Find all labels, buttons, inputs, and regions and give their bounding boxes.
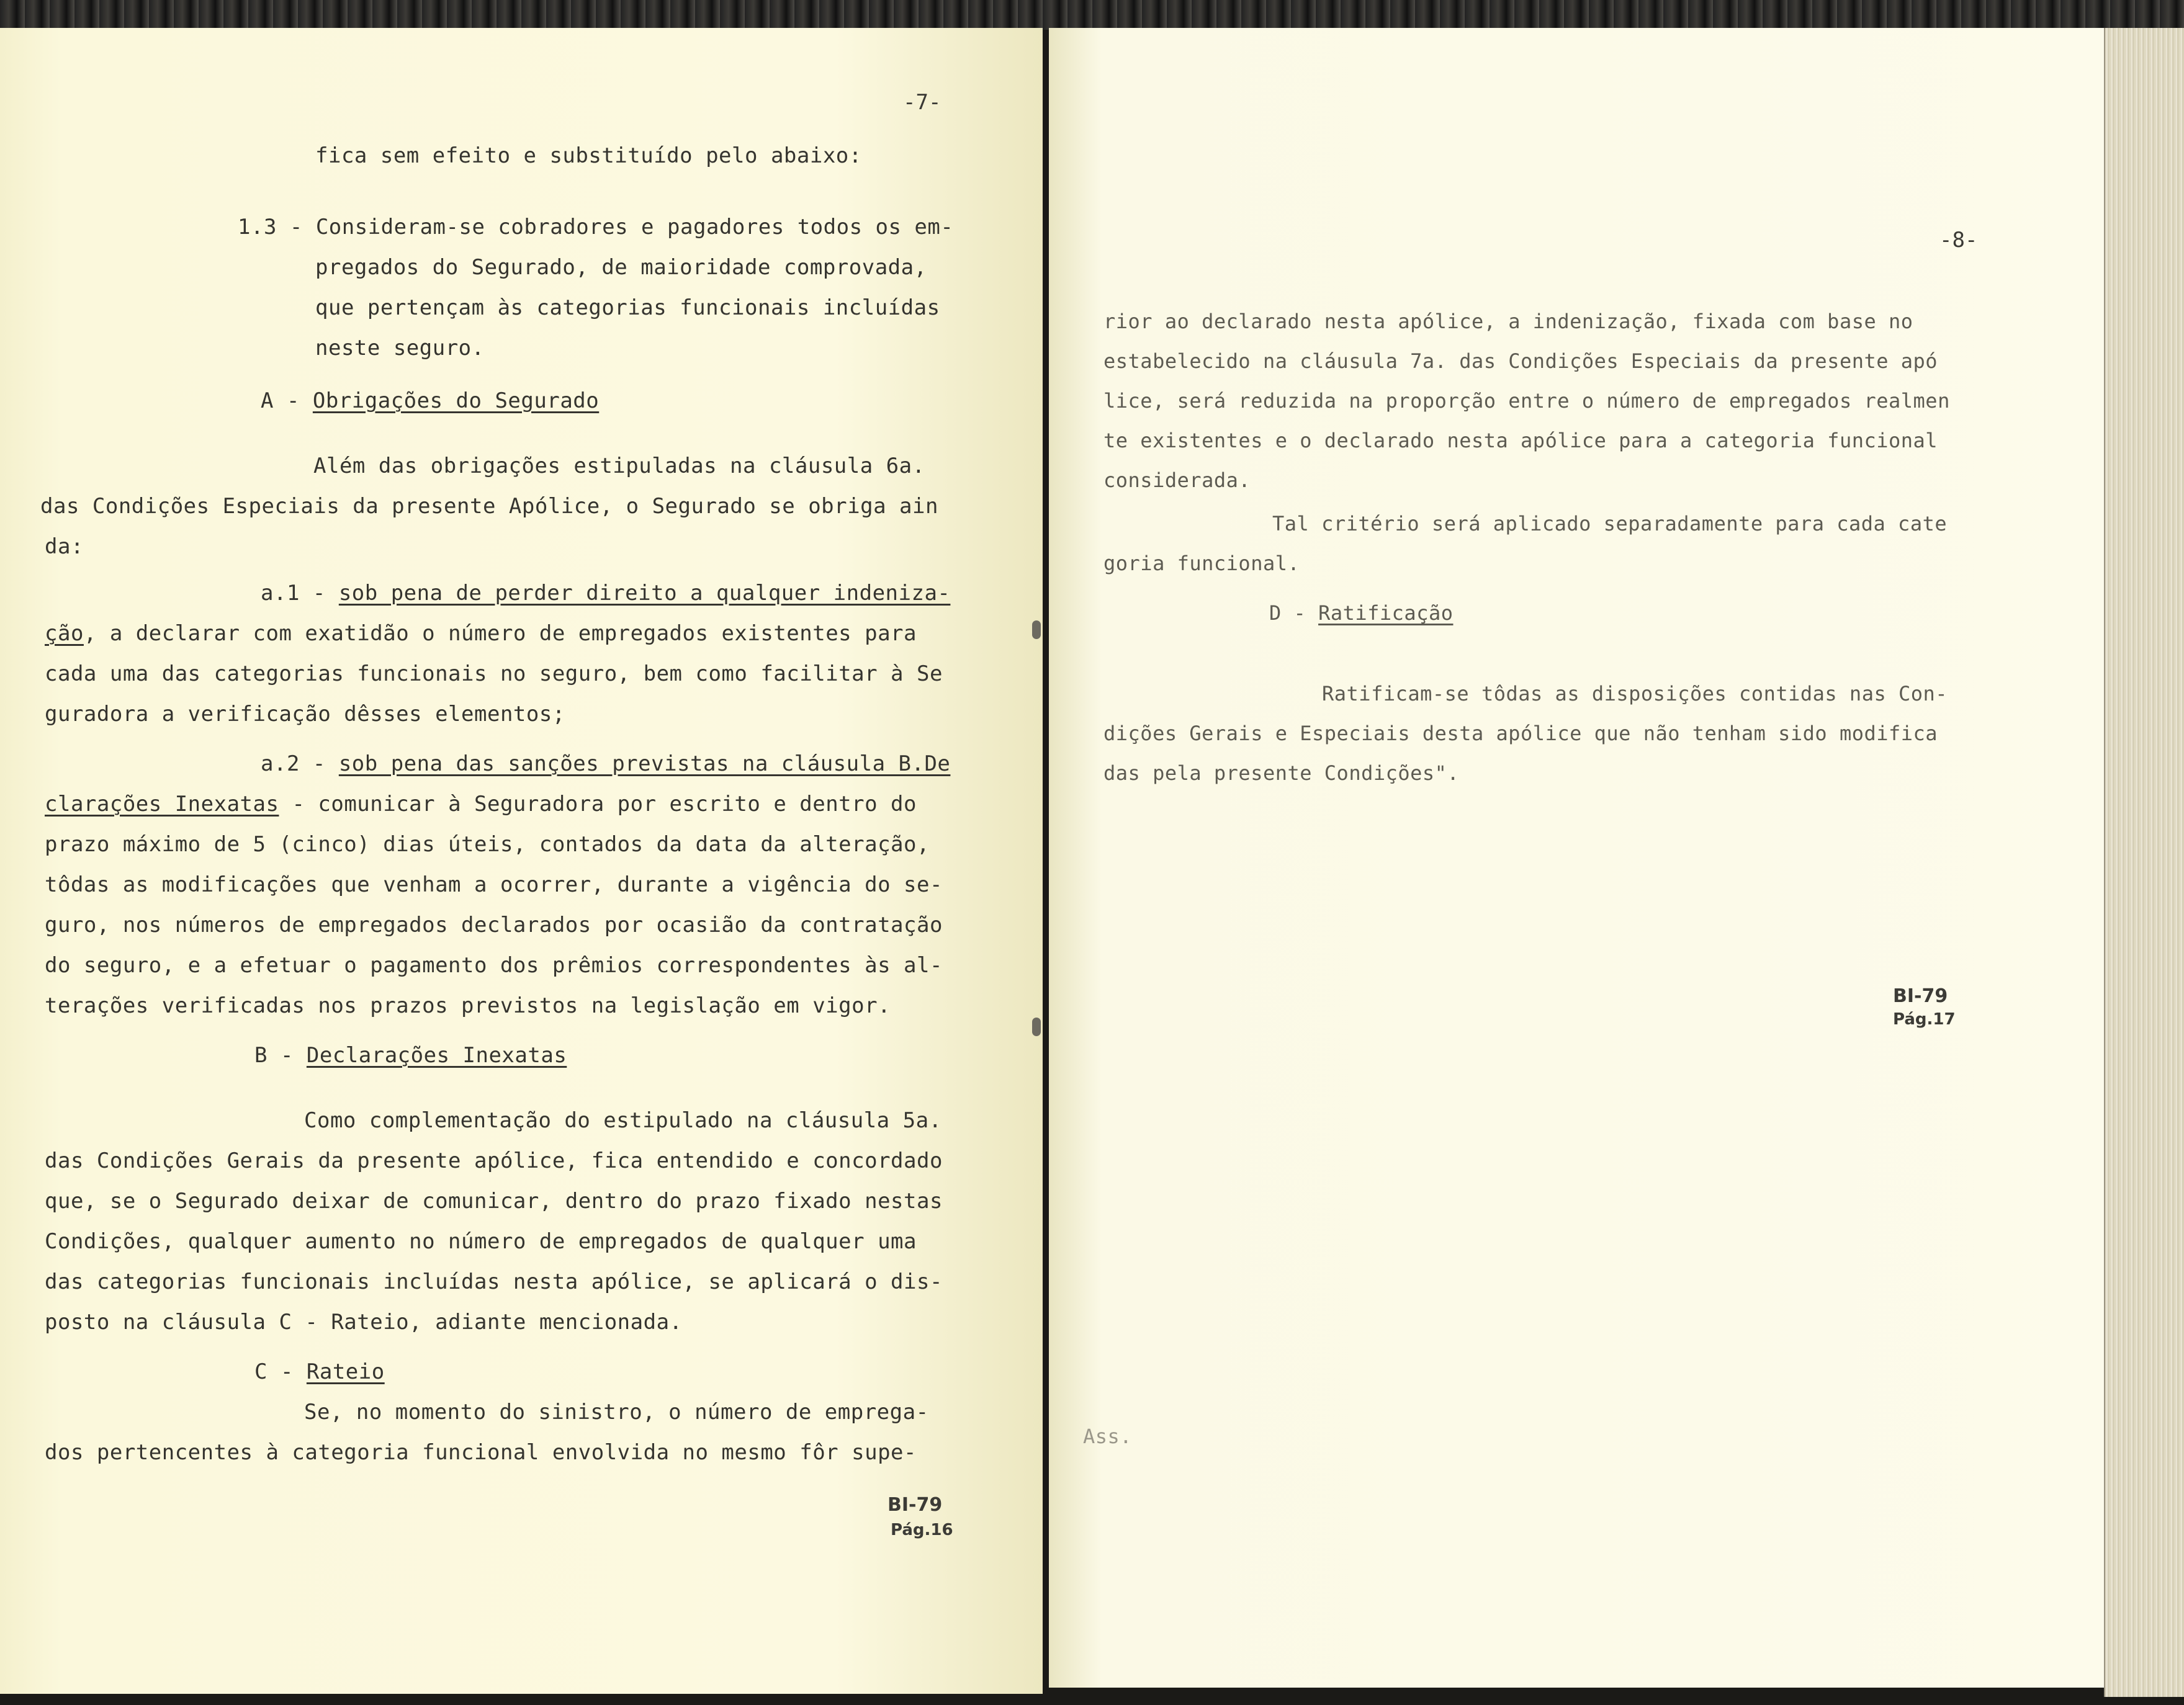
text-line xyxy=(45,621,917,646)
section-title: Ratificação xyxy=(1318,601,1454,625)
section-heading-a xyxy=(261,388,599,413)
section-label: A - xyxy=(261,388,313,413)
text-line: das categorias funcionais incluídas nesta apólice, se aplicará o dis- xyxy=(45,1269,943,1294)
text-line: considerada. xyxy=(1103,468,1251,492)
page-stamp-code: BI-79 xyxy=(888,1494,943,1516)
text-line: tôdas as modificações que venham a ocorrer, durante a vigência do se- xyxy=(45,872,943,897)
text-line: goria funcional. xyxy=(1103,552,1300,575)
text-line: fica sem efeito e substituído pelo abaixo: xyxy=(315,143,862,168)
text-line: posto na cláusula C - Rateio, adiante mencionada. xyxy=(45,1310,683,1335)
text-line: 1.3 - Consideram-se cobradores e pagadores todos os em- xyxy=(238,215,954,239)
text-line: da: xyxy=(45,534,84,559)
text-line: dos pertencentes à categoria funcional envolvida no mesmo fôr supe- xyxy=(45,1440,917,1465)
text-line xyxy=(261,751,950,776)
text-line: Se, no momento do sinistro, o número de emprega- xyxy=(304,1400,929,1425)
text-line: das Condições Gerais da presente apólice, fica entendido e concordado xyxy=(45,1148,943,1173)
left-page xyxy=(0,28,1043,1694)
clause-label: a.2 - xyxy=(261,751,339,776)
text-line: prazo máximo de 5 (cinco) dias úteis, contados da data da alteração, xyxy=(45,832,930,857)
text-line: lice, será reduzida na proporção entre o número de empregados realmen xyxy=(1103,389,1950,413)
clause-condition: sob pena de perder direito a qualquer indeniza- xyxy=(338,581,951,606)
section-title: Rateio xyxy=(306,1359,385,1384)
section-title: Declarações Inexatas xyxy=(306,1043,567,1068)
binding-clip xyxy=(1032,620,1041,639)
text-line: Além das obrigações estipuladas na cláusula 6a. xyxy=(313,454,925,478)
section-heading-b xyxy=(254,1043,567,1068)
text-line: do seguro, e a efetuar o pagamento dos prêmios correspondentes às al- xyxy=(45,953,943,978)
text-line: guro, nos números de empregados declarados por ocasião da contratação xyxy=(45,913,943,938)
text-line: guradora a verificação dêsses elementos; xyxy=(45,702,565,727)
text-line: terações verificadas nos prazos previstos na legislação em vigor. xyxy=(45,993,891,1018)
section-label: C - xyxy=(254,1359,307,1384)
right-page xyxy=(1049,28,2104,1688)
clause-condition-end: clarações Inexatas xyxy=(45,792,279,817)
text-line xyxy=(261,581,950,606)
text-line: Ratificam-se tôdas as disposições contidas nas Con- xyxy=(1322,682,1948,705)
text-line: das pela presente Condições". xyxy=(1103,761,1460,785)
clause-text: , a declarar com exatidão o número de empregados existentes para xyxy=(83,621,917,646)
text-line: cada uma das categorias funcionais no seguro, bem como facilitar à Se xyxy=(45,661,943,686)
page-stamp-code: BI-79 xyxy=(1893,985,1948,1007)
page-stamp-page: Pág.17 xyxy=(1893,1010,1956,1029)
text-line: te existentes e o declarado nesta apólice para a categoria funcional xyxy=(1103,429,1938,452)
text-line: estabelecido na cláusula 7a. das Condições Especiais da presente apó xyxy=(1103,349,1938,373)
clause-condition-end: ção xyxy=(45,621,84,646)
book-top-edge xyxy=(0,0,2184,30)
text-line: Tal critério será aplicado separadamente para cada cate xyxy=(1272,512,1948,535)
page-stamp-page: Pág.16 xyxy=(891,1521,953,1539)
text-line: que pertençam às categorias funcionais incluídas xyxy=(315,295,940,320)
text-line xyxy=(45,792,917,817)
section-heading-d xyxy=(1269,601,1453,625)
section-title: Obrigações do Segurado xyxy=(312,388,600,413)
signature-abbrev: Ass. xyxy=(1083,1425,1133,1448)
clause-condition: sob pena das sanções previstas na cláusula B.De xyxy=(338,751,951,776)
binding-clip xyxy=(1032,1018,1041,1036)
text-line: das Condições Especiais da presente Apólice, o Segurado se obriga ain xyxy=(40,494,938,519)
clause-label: a.1 - xyxy=(261,581,339,606)
page-number: -7- xyxy=(903,90,941,115)
book-page-edges xyxy=(2104,28,2184,1697)
page-number: -8- xyxy=(1939,228,1978,253)
text-line: que, se o Segurado deixar de comunicar, dentro do prazo fixado nestas xyxy=(45,1189,943,1214)
clause-text: - comunicar à Seguradora por escrito e dentro do xyxy=(279,792,917,817)
text-line: dições Gerais e Especiais desta apólice que não tenham sido modifica xyxy=(1103,722,1938,745)
text-line: neste seguro. xyxy=(315,336,485,360)
section-label: D - xyxy=(1269,601,1319,625)
text-line: Como complementação do estipulado na cláusula 5a. xyxy=(304,1108,942,1133)
section-heading-c xyxy=(254,1359,385,1384)
text-line: rior ao declarado nesta apólice, a indenização, fixada com base no xyxy=(1103,310,1913,333)
section-label: B - xyxy=(254,1043,307,1068)
text-line: pregados do Segurado, de maioridade comprovada, xyxy=(315,255,927,280)
text-line: Condições, qualquer aumento no número de empregados de qualquer uma xyxy=(45,1229,917,1254)
